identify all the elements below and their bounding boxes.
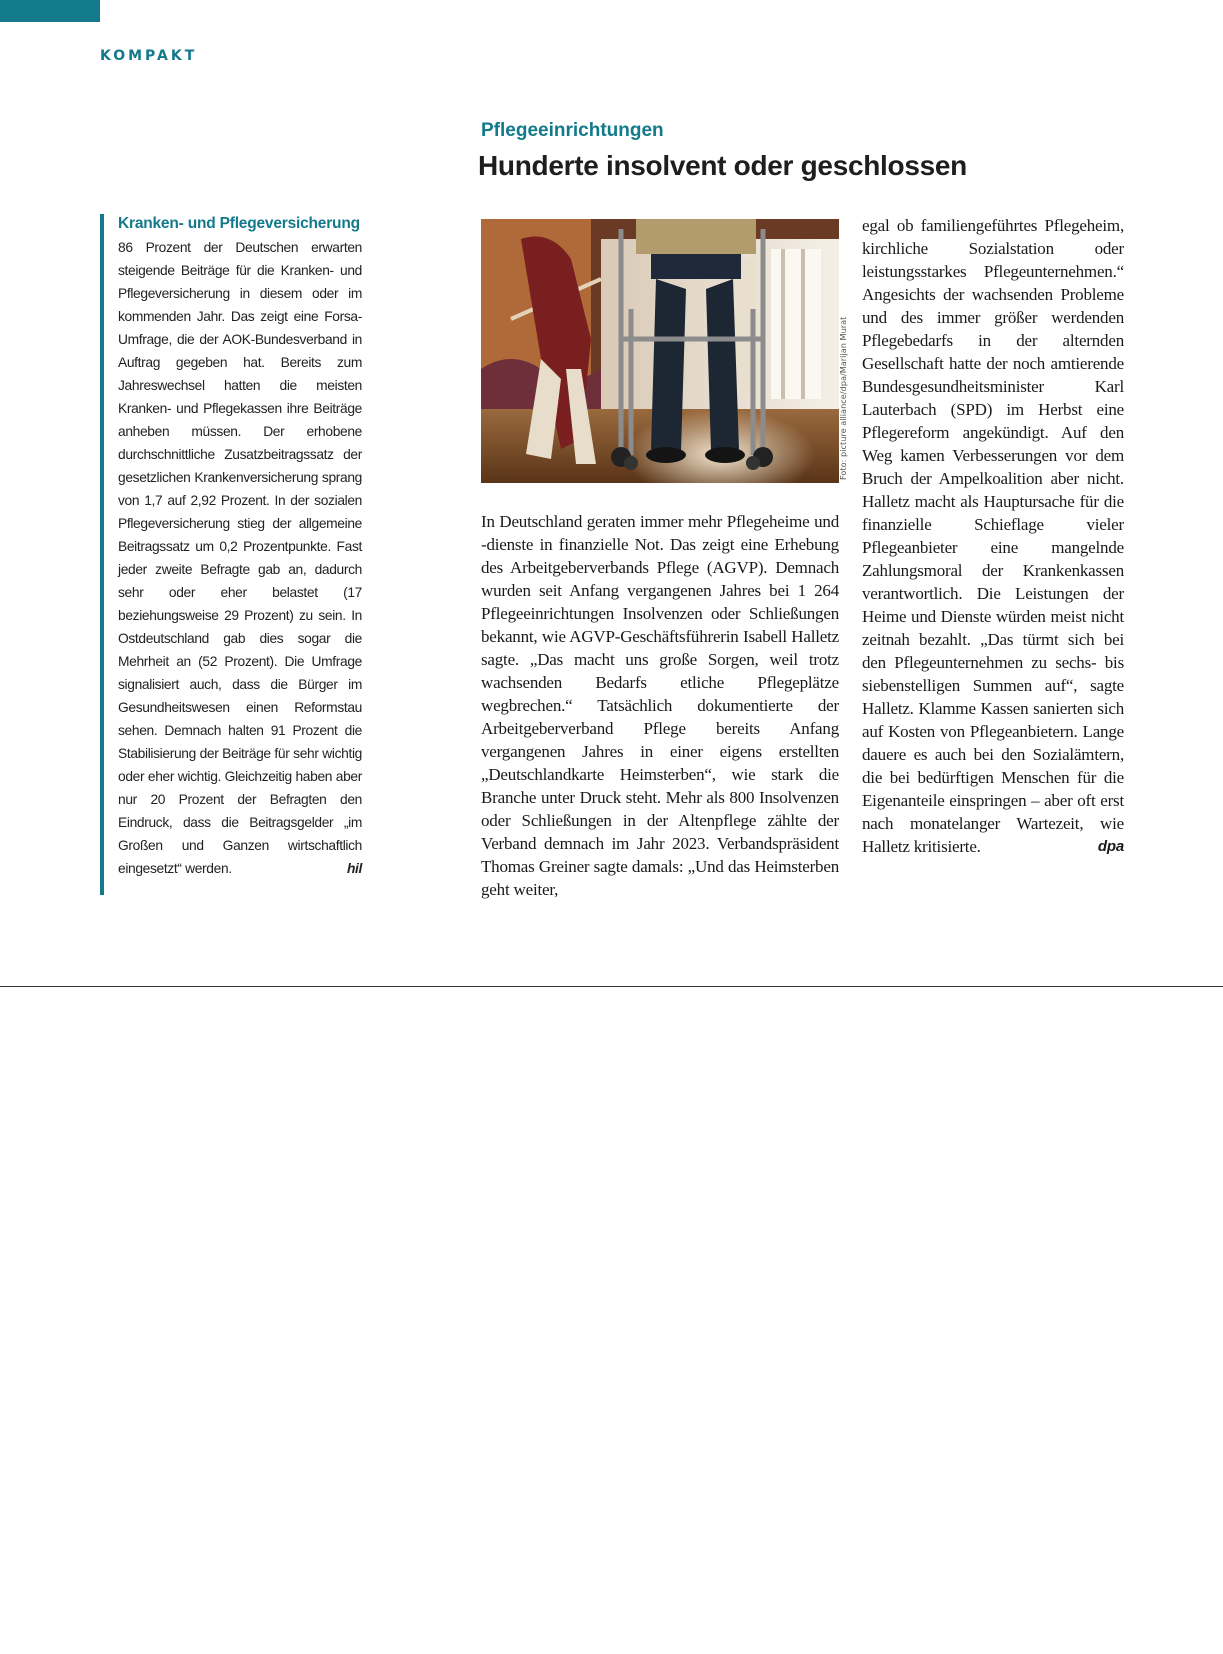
- article-column-2-body: egal ob familiengeführtes Pflegeheim, kirchliche Sozialstation oder leistungsstarkes Pflegeunternehmen.“ Angesichts der wachsenden Probleme und des immer größer werdenden Pflegebedarfs in der alternden Gesellschaft hatte der noch amtierende Bundesgesundheitsminister Karl Lauterbach (SPD) im Herbst eine Pflegereform angekündigt. Auf den Weg kamen Verbesserungen vor dem Bruch der Ampelkoalition aber nicht. Halletz macht als Hauptursache für die finanzielle Schieflage vieler Pflegeanbieter eine mangelnde Zahlungsmoral der Krankenkassen verantwortlich. Die Leistungen der Heime und Dienste würden meist nicht zeitnah bezahlt. „Das türmt sich bei den Pflegeunternehmen zu sechs- bis siebenstelligen Summen auf“, sagte Halletz. Klamme Kassen sanierten sich auf Kosten von Pflegeanbietern. Lange dauere es auch bei den Sozialämtern, die bei bedürftigen Menschen für die Eigenanteile einspringen – aber oft erst nach monatelanger Wartezeit, wie Halletz kritisierte.: [862, 216, 1124, 856]
- article-column-2: [862, 214, 1124, 920]
- photo-credit: Foto: picture alliance/dpa/Marijan Murat: [838, 316, 848, 480]
- section-label: KOMPAKT: [100, 48, 198, 64]
- article-kicker: Pflegeeinrichtungen: [481, 120, 664, 141]
- article-headline: Hunderte insolvent oder geschlossen: [478, 150, 967, 181]
- sidebar-author: hil: [346, 861, 362, 876]
- article-photo-rollator: [481, 219, 839, 483]
- sidebar-body: 86 Prozent der Deutschen erwarten steigende Beiträge für die Kranken- und Pflegeversicherung in diesem oder im kommenden Jahr. Das zeigt eine Forsa-Umfrage, die der AOK-Bundesverband in Auftrag gegeben hat. Bereits zum Jahreswechsel hatten die meisten Kranken- und Pflegekassen ihre Beiträge anheben müssen. Der erhobene durchschnittliche Zusatzbeitragssatz der gesetzlichen Krankenversicherung sprang von 1,7 auf 2,92 Prozent. In der sozialen Pflegeversicherung stieg der allgemeine Beitragssatz um 0,2 Prozentpunkte. Fast jeder zweite Befragte gab an, dadurch sehr oder eher belastet (17 beziehungsweise 29 Prozent) zu sein. In Ostdeutschland gab dies sogar die Mehrheit an (52 Prozent). Die Umfrage signalisiert auch, dass die Bürger im Gesundheitswesen einen Reformstau sehen. Demnach halten 91 Prozent die Stabilisierung der Beiträge für sehr wichtig oder eher wichtig. Gleichzeitig haben aber nur 20 Prozent der Befragten den Eindruck, dass die Beitragsgelder „im Großen und Ganzen wirtschaftlich eingesetzt“ werden.: [118, 240, 362, 876]
- article-column-1: In Deutschland geraten immer mehr Pflegeheime und -dienste in finanzielle Not. Das zeigt eine Erhebung des Arbeitgeberverbands Pflege (AGVP). Demnach wurden seit Anfang vergangenen Jahres bei 1 264 Pflegeeinrichtungen Insolvenzen oder Schließungen bekannt, wie AGVP-Geschäftsführerin Isabell Halletz sagte. „Das macht uns große Sorgen, weil trotz wachsenden Bedarfs etliche Pflegeplätze wegbrechen.“ Tatsächlich dokumentierte der Arbeitgeberverband Pflege bereits Anfang vergangenen Jahres in einer eigens erstellten „Deutschlandkarte Heimsterben“, wie stark die Branche unter Druck steht. Mehr als 800 Insolvenzen oder Schließungen in der Altenpflege zählte der Verband demnach im Jahr 2023. Verbandspräsident Thomas Greiner sagte damals: „Und das Heimsterben geht weiter,: [481, 512, 839, 899]
- sidebar-title: Kranken- und Pflegeversicherung: [118, 215, 360, 232]
- article-author: dpa: [1097, 838, 1124, 855]
- sidebar-text: [118, 236, 362, 880]
- sidebar-news-box: [100, 214, 362, 895]
- section-color-tab: [0, 0, 100, 22]
- page-divider: [0, 986, 1223, 987]
